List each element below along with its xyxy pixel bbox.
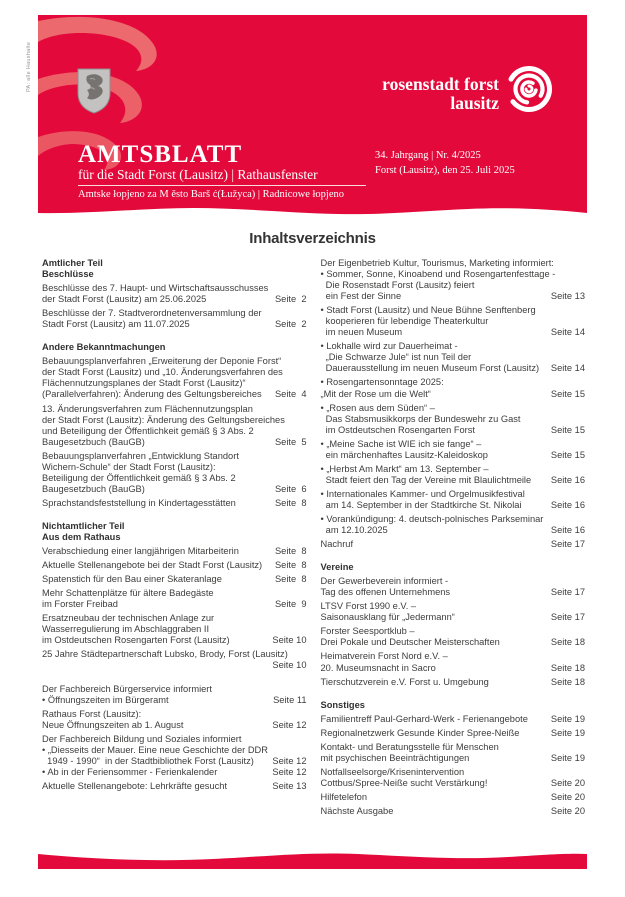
toc-entry-text: 13. Änderungsverfahren zum Flächennutzungsplan [42, 403, 253, 414]
toc-entry-text: Wichern-Schule“ der Stadt Forst (Lausitz): [42, 461, 216, 472]
toc-item [321, 439, 586, 461]
toc-item [321, 377, 586, 399]
toc-item [321, 403, 586, 436]
toc-page-ref: Seite 8 [274, 546, 307, 557]
toc-line [42, 283, 307, 294]
toc-line [42, 404, 307, 415]
toc-page-ref: Seite 19 [550, 713, 585, 724]
toc-line [42, 342, 307, 353]
toc-entry-text: Rathaus Forst (Lausitz): [42, 708, 142, 719]
toc-item [321, 539, 586, 550]
toc-item [42, 521, 307, 543]
toc-entry-text: Beteiligung der Öffentlichkeit gemäß § 3 Abs. 2 [42, 472, 236, 483]
toc-entry-text: Flächennutzungsplanes der Stadt Forst (Lausitz)“ [42, 378, 246, 389]
toc-line [42, 426, 307, 437]
toc-entry-text: und Beteiligung der Öffentlichkeit gemäß § 3 Abs. 2 [42, 425, 254, 436]
toc-line [42, 269, 307, 280]
toc-entry-text: Der Fachbereich Bürgerservice informiert [42, 683, 212, 694]
toc-line [42, 734, 307, 745]
toc-page-ref: Seite 12 [272, 755, 307, 766]
toc-line [42, 695, 307, 706]
toc-page-ref: Seite 18 [550, 637, 585, 648]
toc-item [321, 601, 586, 623]
toc-line [42, 308, 307, 319]
toc-entry-text: im Ostdeutschen Rosengarten Forst (Lausitz) [42, 635, 230, 646]
toc-line [42, 767, 307, 778]
toc-line [42, 484, 307, 495]
toc-line [42, 560, 307, 571]
toc-line [42, 574, 307, 585]
toc-page-ref: Seite 6 [274, 483, 307, 494]
toc-entry-text: • „Rosen aus dem Süden“ – [320, 402, 435, 413]
toc-entry-text: Nichtamtlicher Teil [42, 520, 125, 531]
toc-item [42, 684, 307, 706]
toc-line [321, 414, 586, 425]
toc-item [42, 613, 307, 646]
toc-line [42, 660, 307, 671]
publication-title: AMTSBLATT [78, 141, 243, 168]
toc-item [42, 451, 307, 495]
toc-line [42, 684, 307, 695]
toc-entry-text: • Vorankündigung: 4. deutsch-polnisches Parkseminar [320, 513, 544, 524]
toc-line [42, 415, 307, 426]
toc-line [321, 806, 586, 817]
toc-entry-text: Nachruf [320, 539, 354, 550]
issue-info [375, 148, 515, 178]
toc-item [42, 588, 307, 610]
distribution-note: PA: alle Haushalte [26, 41, 32, 92]
toc-entry-text: am 14. September in der Stadtkirche St. Nikolai [320, 499, 522, 510]
toc-line [321, 291, 586, 302]
toc-entry-text: Das Stabsmusikkorps der Bundeswehr zu Gast [320, 413, 521, 424]
footer-bar [38, 846, 587, 870]
toc-entry-text: • „Meine Sache ist WIE ich sie fange“ – [320, 438, 482, 449]
toc-line [321, 742, 586, 753]
toc-line [42, 709, 307, 720]
toc-entry-text: Saisonausklang für „Jedermann“ [320, 612, 455, 623]
toc-line [42, 546, 307, 557]
toc-line [321, 601, 586, 612]
toc-entry-text: Beschlüsse der 7. Stadtverordnetenversammlung der [42, 308, 262, 319]
toc-entry-text: „Mit der Rose um die Welt“ [320, 388, 431, 399]
toc-entry-text: Der Gewerbeverein informiert - [320, 576, 449, 587]
toc-page-ref: Seite 5 [274, 436, 307, 447]
toc-page-ref: Seite 12 [272, 719, 307, 730]
toc-entry-text: Baugesetzbuch (BauGB) [42, 436, 145, 447]
toc-item [321, 728, 586, 739]
toc-line [321, 352, 586, 363]
toc-item [42, 283, 307, 305]
toc-page-ref: Seite 19 [550, 752, 585, 763]
toc-entry-text: • „Diesseits der Mauer. Eine neue Geschichte der DDR [42, 744, 268, 755]
toc-line [42, 367, 307, 378]
toc-entry-text: Stadt Forst (Lausitz) am 11.07.2025 [42, 319, 190, 330]
toc-item [321, 464, 586, 486]
toc-item [42, 734, 307, 778]
toc-line [321, 753, 586, 764]
toc-page-ref: Seite 2 [274, 319, 307, 330]
toc-item [42, 308, 307, 330]
toc-item [42, 498, 307, 509]
toc-page-ref: Seite 4 [274, 389, 307, 400]
toc-line [321, 514, 586, 525]
toc-entry-text: Baugesetzbuch (BauGB) [42, 483, 145, 494]
toc-item [42, 404, 307, 448]
toc-entry-text: • Internationales Kammer- und Orgelmusikfestival [320, 488, 525, 499]
toc-page-ref: Seite 11 [273, 694, 307, 705]
toc-line [321, 626, 586, 637]
toc-entry-text: Beschlüsse [42, 269, 94, 280]
toc-page-ref: Seite 14 [550, 363, 585, 374]
toc-line [42, 635, 307, 646]
toc-line [42, 521, 307, 532]
publication-subtitle-sorbian: Amtske łopjeno za M ěsto Barš ć(Łužyca) | Radnicowe łopjeno [78, 189, 344, 200]
toc-line [321, 576, 586, 587]
toc-entry-text: Stadt feiert den Tag der Vereine mit Blaulichtmeile [320, 474, 532, 485]
toc-entry-text: Wasserregulierung im Abschlaggraben II [42, 624, 210, 635]
toc-line [321, 663, 586, 674]
toc-line [42, 532, 307, 543]
toc-heading: Inhaltsverzeichnis [249, 230, 376, 247]
toc-entry-text: Spatenstich für den Bau einer Skateranlage [42, 574, 222, 585]
toc-entry-text: LTSV Forst 1990 e.V. – [320, 601, 417, 612]
toc-page-ref: Seite 15 [550, 449, 585, 460]
toc-line [42, 588, 307, 599]
toc-line [42, 437, 307, 448]
toc-page-ref: Seite 16 [550, 525, 585, 536]
toc-line [321, 728, 586, 739]
toc-line [42, 258, 307, 269]
toc-page-ref: Seite 9 [274, 599, 307, 610]
toc-line [321, 525, 586, 536]
toc-entry-text: 1949 - 1990“ in der Stadtbibliothek Forst (Lausitz) [42, 755, 254, 766]
toc-entry-text: Hilfetelefon [320, 791, 368, 802]
toc-page-ref: Seite 20 [550, 777, 585, 788]
toc-line [321, 258, 586, 269]
toc-line [42, 378, 307, 389]
coat-of-arms [77, 68, 111, 114]
toc-page-ref: Seite 17 [550, 587, 585, 598]
toc-page-ref: Seite 2 [274, 294, 307, 305]
publication-subtitle: für die Stadt Forst (Lausitz) | Rathausfenster [78, 167, 318, 182]
toc-item [42, 258, 307, 280]
toc-entry-text: im Ostdeutschen Rosengarten Forst [320, 424, 476, 435]
brand-name: rosenstadt forst [382, 74, 499, 94]
toc-entry-text: Notfallseelsorge/Krisenintervention [320, 766, 465, 777]
toc-item [321, 576, 586, 598]
toc-entry-text: am 12.10.2025 [320, 525, 388, 536]
toc-line [321, 464, 586, 475]
toc-line [321, 305, 586, 316]
toc-line [321, 767, 586, 778]
toc-entry-text: kooperieren für lebendige Theaterkultur [320, 316, 489, 327]
toc-line [321, 363, 586, 374]
toc-page-ref: Seite 10 [272, 660, 307, 671]
toc-entry-text: Ersatzneubau der technischen Anlage zur [42, 613, 215, 624]
toc-line [321, 677, 586, 688]
toc-entry-text: Verabschiedung einer langjährigen Mitarbeiterin [42, 546, 239, 557]
toc-line [321, 778, 586, 789]
toc-line [321, 341, 586, 352]
toc-line [321, 489, 586, 500]
toc-entry-text: Kontakt- und Beratungsstelle für Menschen [320, 741, 499, 752]
toc-line [321, 637, 586, 648]
toc-item [42, 356, 307, 400]
toc-body [42, 258, 585, 817]
toc-line [321, 389, 586, 400]
issue-number: 34. Jahrgang | Nr. 4/2025 [375, 150, 481, 161]
toc-entry-text: Tierschutzverein e.V. Forst u. Umgebung [320, 676, 489, 687]
toc-entry-text: mit psychischen Beeinträchtigungen [320, 752, 470, 763]
toc-entry-text: der Stadt Forst (Lausitz) am 25.06.2025 [42, 294, 207, 305]
toc-entry-text: Die Rosenstadt Forst (Lausitz) feiert [320, 280, 475, 291]
toc-line [321, 439, 586, 450]
toc-page-ref: Seite 18 [550, 676, 585, 687]
toc-page-ref: Seite 13 [550, 291, 585, 302]
toc-item [321, 767, 586, 789]
toc-page-ref: Seite 18 [550, 662, 585, 673]
toc-page-ref: Seite 8 [274, 560, 307, 571]
toc-line [321, 500, 586, 511]
toc-entry-text: 20. Museumsnacht in Sacro [320, 662, 436, 673]
toc-column-right [321, 258, 586, 817]
toc-item [42, 546, 307, 557]
toc-item [42, 342, 307, 353]
toc-page-ref: Seite 15 [550, 388, 585, 399]
toc-item [321, 562, 586, 573]
toc-line [321, 425, 586, 436]
toc-entry-text: Der Fachbereich Bildung und Soziales informiert [42, 733, 242, 744]
toc-page-ref: Seite 10 [272, 635, 307, 646]
toc-item [321, 700, 586, 711]
toc-item [321, 792, 586, 803]
brand-logo [382, 75, 499, 113]
toc-line [321, 700, 586, 711]
toc-page-ref: Seite 8 [274, 497, 307, 508]
toc-item [42, 574, 307, 585]
toc-entry-text: • Sommer, Sonne, Kinoabend und Rosengartenfesttage - [320, 269, 556, 280]
toc-item [321, 626, 586, 648]
toc-line [42, 624, 307, 635]
toc-line [321, 612, 586, 623]
toc-line [321, 562, 586, 573]
toc-entry-text: Andere Bekanntmachungen [42, 342, 166, 353]
toc-entry-text: 25 Jahre Städtepartnerschaft Lubsko, Brody, Forst (Lausitz) [42, 649, 288, 660]
toc-entry-text: Forster Seesportklub – [320, 626, 415, 637]
masthead [38, 15, 587, 203]
toc-entry-text: Cottbus/Spree-Neiße sucht Verstärkung! [320, 777, 488, 788]
toc-page-ref: Seite 14 [550, 327, 585, 338]
toc-item [42, 709, 307, 731]
toc-page-ref: Seite 19 [550, 727, 585, 738]
toc-entry-text: Der Eigenbetrieb Kultur, Tourismus, Marketing informiert: [320, 258, 554, 268]
toc-entry-text: Vereine [320, 562, 354, 573]
toc-entry-text: Beschlüsse des 7. Haupt- und Wirtschaftsausschusses [42, 283, 269, 294]
toc-entry-text: Aus dem Rathaus [42, 531, 121, 542]
toc-line [321, 269, 586, 280]
toc-line [42, 599, 307, 610]
issue-date: Forst (Lausitz), den 25. Juli 2025 [375, 165, 515, 176]
toc-entry-text: • Stadt Forst (Lausitz) und Neue Bühne Senftenberg [320, 305, 536, 316]
toc-item [321, 341, 586, 374]
masthead-wave-edge [38, 203, 587, 218]
toc-line [42, 462, 307, 473]
toc-item [321, 258, 586, 302]
toc-entry-text: Heimatverein Forst Nord e.V. – [320, 651, 448, 662]
rose-icon [503, 63, 555, 115]
toc-item [321, 677, 586, 688]
toc-entry-text: Drei Pokale und Deutscher Meisterschaften [320, 637, 500, 648]
toc-page-ref: Seite 20 [550, 791, 585, 802]
toc-item [321, 806, 586, 817]
subtitle-divider [78, 185, 366, 186]
toc-line [42, 451, 307, 462]
toc-entry-text: ein märchenhaftes Lausitz-Kaleidoskop [320, 449, 488, 460]
toc-entry-text: Sprachstandsfeststellung in Kindertagesstätten [42, 497, 236, 508]
brand-name-sub: lausitz [450, 93, 499, 113]
toc-entry-text: Familientreff Paul-Gerhard-Werk - Ferienangebote [320, 713, 528, 724]
toc-line [42, 720, 307, 731]
toc-item [42, 649, 307, 671]
toc-entry-text: (Parallelverfahren): Änderung des Geltungsbereiches [42, 389, 262, 400]
toc-item [321, 305, 586, 338]
toc-column-left [42, 258, 307, 817]
toc-line [42, 649, 307, 660]
toc-entry-text: • Öffnungszeiten im Bürgeramt [42, 694, 169, 705]
toc-entry-text: • Ab in der Feriensommer - Ferienkalender [42, 766, 218, 777]
toc-page-ref: Seite 20 [550, 805, 585, 816]
toc-page-ref: Seite 15 [550, 424, 585, 435]
toc-line [321, 651, 586, 662]
toc-entry-text: • „Herbst Am Markt“ am 13. September – [320, 463, 489, 474]
toc-line [42, 745, 307, 756]
toc-line [42, 294, 307, 305]
toc-page-ref: Seite 17 [550, 539, 585, 550]
toc-line [42, 781, 307, 792]
toc-line [321, 403, 586, 414]
toc-line [321, 792, 586, 803]
toc-page-ref: Seite 13 [272, 780, 307, 791]
toc-entry-text: Regionalnetzwerk Gesunde Kinder Spree-Neiße [320, 727, 520, 738]
toc-entry-text: im neuen Museum [320, 327, 403, 338]
toc-entry-text: Dauerausstellung im neuen Museum Forst (Lausitz) [320, 363, 540, 374]
toc-item [321, 742, 586, 764]
toc-line [321, 327, 586, 338]
toc-line [321, 587, 586, 598]
toc-line [321, 316, 586, 327]
toc-entry-text: „Die Schwarze Jule“ ist nun Teil der [320, 352, 472, 363]
toc-page-ref: Seite 16 [550, 474, 585, 485]
toc-item [321, 514, 586, 536]
toc-entry-text: Neue Öffnungszeiten ab 1. August [42, 719, 184, 730]
toc-entry-text: im Forster Freibad [42, 599, 118, 610]
toc-entry-text: Mehr Schattenplätze für ältere Badegäste [42, 588, 214, 599]
toc-entry-text: • Lokhalle wird zur Dauerheimat - [320, 341, 458, 352]
toc-line [42, 356, 307, 367]
toc-entry-text: der Stadt Forst (Lausitz): Änderung des Geltungsbereiches [42, 414, 285, 425]
toc-line [42, 756, 307, 767]
toc-line [321, 714, 586, 725]
toc-entry-text: • Rosengartensonntage 2025: [320, 377, 444, 388]
toc-entry-text: Bebauungsplanverfahren „Entwicklung Standort [42, 450, 239, 461]
toc-item [321, 651, 586, 673]
toc-page-ref: Seite 12 [272, 766, 307, 777]
toc-entry-text: der Stadt Forst (Lausitz) und „10. Änderungsverfahren des [42, 367, 283, 378]
toc-page-ref: Seite 17 [550, 612, 585, 623]
toc-item [321, 489, 586, 511]
toc-item [42, 560, 307, 571]
toc-page-ref: Seite 16 [550, 499, 585, 510]
toc-entry-text: Aktuelle Stellenangebote bei der Stadt Forst (Lausitz) [42, 560, 263, 571]
toc-entry-text: Tag des offenen Unternehmens [320, 587, 451, 598]
toc-line [321, 377, 586, 388]
toc-line [42, 613, 307, 624]
toc-line [321, 539, 586, 550]
toc-page-ref: Seite 8 [274, 574, 307, 585]
toc-line [42, 498, 307, 509]
toc-line [321, 280, 586, 291]
toc-item [321, 714, 586, 725]
toc-line [42, 473, 307, 484]
toc-line [321, 475, 586, 486]
toc-line [42, 389, 307, 400]
toc-entry-text: Nächste Ausgabe [320, 805, 394, 816]
toc-entry-text: Aktuelle Stellenangebote: Lehrkräfte gesucht [42, 780, 228, 791]
toc-entry-text: Sonstiges [320, 699, 365, 710]
toc-entry-text: ein Fest der Sinne [320, 291, 402, 302]
toc-entry-text: Amtlicher Teil [42, 258, 103, 268]
toc-line [321, 450, 586, 461]
toc-line [42, 319, 307, 330]
toc-entry-text: Bebauungsplanverfahren „Erweiterung der Deponie Forst“ [42, 356, 282, 367]
toc-item [42, 781, 307, 792]
